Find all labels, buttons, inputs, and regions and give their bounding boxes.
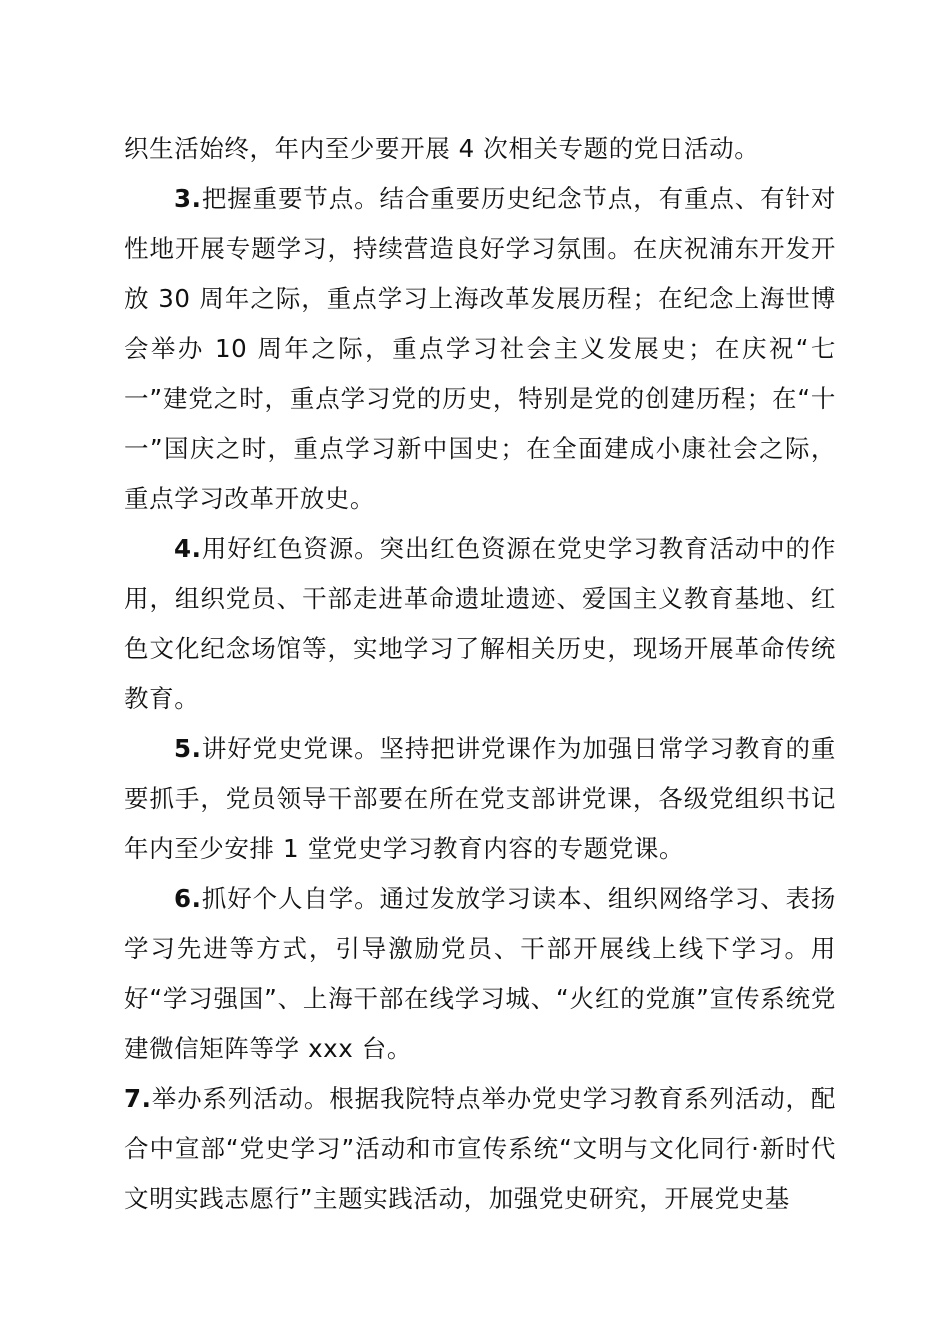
paragraph-text: 抓好个人自学。通过发放学习读本、组织网络学习、表扬学习先进等方式，引导激励党员、干部开展线上线下学习。用好“学习强国”、上海干部在线学习城、“火红的党旗”宣传系统党建微信矩阵等学 xxx 台。 — [124, 884, 836, 1063]
paragraph-continuation — [124, 124, 836, 174]
paragraph-item-5 — [124, 724, 836, 874]
paragraph-text: 把握重要节点。结合重要历史纪念节点，有重点、有针对性地开展专题学习，持续营造良好学习氛围。在庆祝浦东开发开放 30 周年之际，重点学习上海改革发展历程；在纪念上海世博会举办 10 周年之际，重点学习社会主义发展史；在庆祝“七一”建党之时，重点学习党的历史，特别是党的创建历程；在“十一”国庆之时，重点学习新中国史；在全面建成小康社会之际，重点学习改革开放史。 — [124, 184, 836, 513]
paragraph-text: 织生活始终，年内至少要开展 4 次相关专题的党日活动。 — [124, 134, 760, 163]
item-number: 7. — [124, 1084, 152, 1113]
item-number: 6. — [174, 884, 202, 913]
paragraph-text: 用好红色资源。突出红色资源在党史学习教育活动中的作用，组织党员、干部走进革命遗址遗迹、爱国主义教育基地、红色文化纪念场馆等，实地学习了解相关历史，现场开展革命传统教育。 — [124, 534, 836, 713]
paragraph-item-3 — [124, 174, 836, 524]
item-number: 3. — [174, 184, 202, 213]
paragraph-text: 举办系列活动。根据我院特点举办党史学习教育系列活动，配合中宣部“党史学习”活动和市宣传系统“文明与文化同行·新时代文明实践志愿行”主题实践活动，加强党史研究，开展党史基 — [124, 1084, 836, 1213]
document-body — [124, 124, 836, 1224]
item-number: 4. — [174, 534, 202, 563]
item-number: 5. — [174, 734, 202, 763]
paragraph-item-6 — [124, 874, 836, 1074]
paragraph-text: 讲好党史党课。坚持把讲党课作为加强日常学习教育的重要抓手，党员领导干部要在所在党支部讲党课，各级党组织书记年内至少安排 1 堂党史学习教育内容的专题党课。 — [124, 734, 836, 863]
paragraph-item-4 — [124, 524, 836, 724]
paragraph-item-7 — [124, 1074, 836, 1224]
